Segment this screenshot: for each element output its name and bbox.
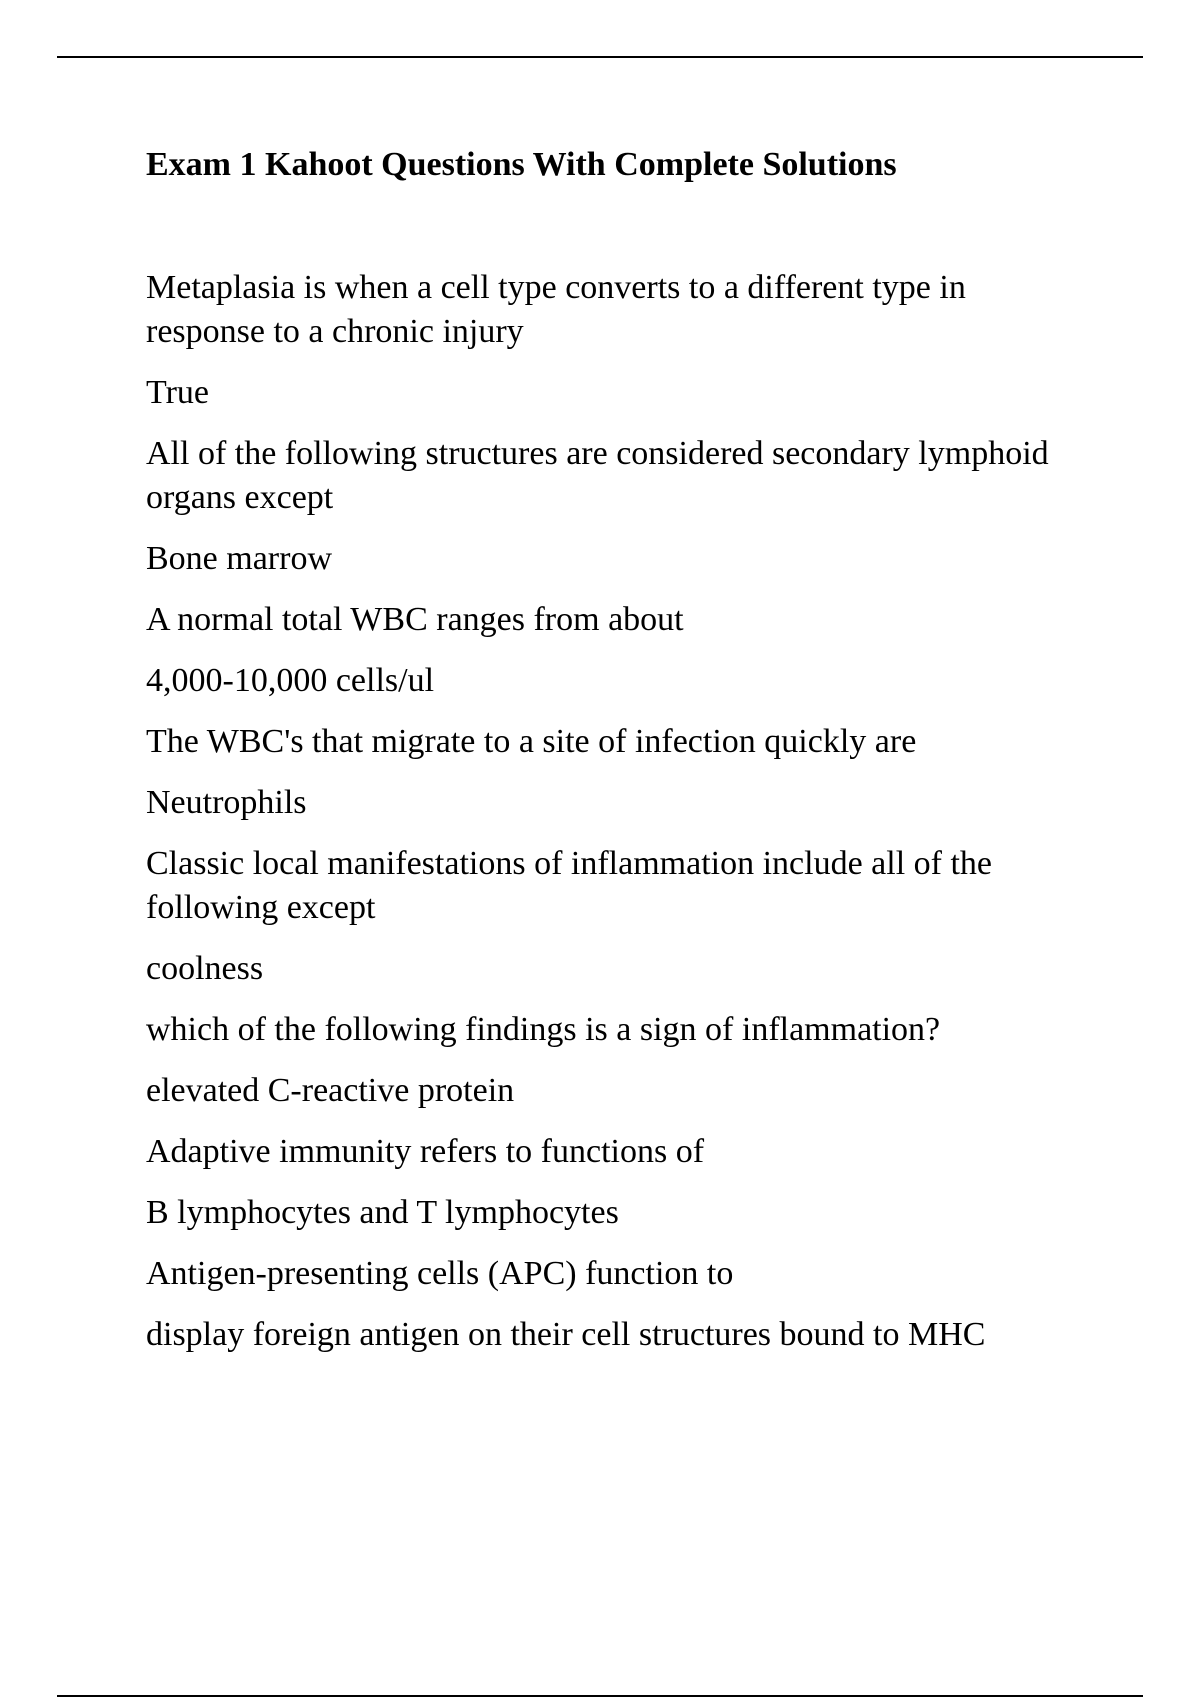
bottom-rule [57,1695,1143,1697]
answer-4: Neutrophils [146,784,307,821]
answer-3: 4,000-10,000 cells/ul [146,662,435,699]
question-1: Metaplasia is when a cell type converts to a different type in response to a chronic injury [146,269,966,350]
question-6: which of the following findings is a sign of inflammation? [146,1011,941,1048]
answer-2: Bone marrow [146,540,333,577]
answer-7: B lymphocytes and T lymphocytes [146,1194,619,1231]
question-4: The WBC's that migrate to a site of infection quickly are [146,723,917,760]
top-rule [57,56,1143,58]
question-5: Classic local manifestations of inflammation include all of the following except [146,845,992,926]
answer-1: True [146,374,209,411]
question-2: All of the following structures are considered secondary lymphoid organs except [146,435,1049,516]
question-8: Antigen-presenting cells (APC) function to [146,1255,734,1292]
document-title: Exam 1 Kahoot Questions With Complete Solutions [146,146,897,183]
answer-8: display foreign antigen on their cell structures bound to MHC [146,1316,986,1353]
qa-list [146,266,1076,1374]
question-3: A normal total WBC ranges from about [146,601,684,638]
answer-5: coolness [146,950,264,987]
answer-6: elevated C-reactive protein [146,1072,515,1109]
question-7: Adaptive immunity refers to functions of [146,1133,705,1170]
